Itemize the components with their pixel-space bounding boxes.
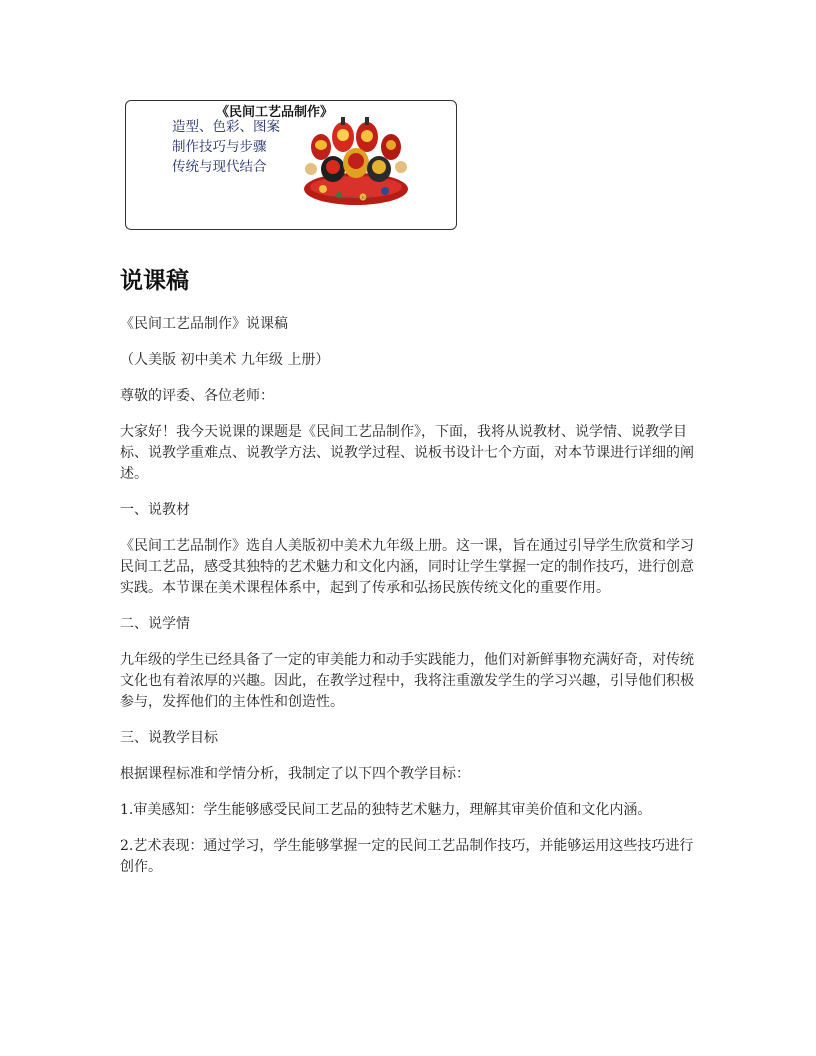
page-heading: 说课稿 bbox=[120, 268, 189, 294]
banner-topic-list bbox=[172, 117, 280, 177]
banner-topic-line: 造型、色彩、图案 bbox=[172, 119, 280, 135]
edition-line: （人美版 初中美术 九年级 上册） bbox=[120, 352, 330, 368]
document-body bbox=[120, 314, 700, 893]
section-heading-objectives: 三、说教学目标 bbox=[120, 730, 218, 746]
section-heading-students: 二、说学情 bbox=[120, 616, 190, 632]
greeting-paragraph: 尊敬的评委、各位老师： bbox=[120, 388, 274, 404]
banner-title: 《民间工艺品制作》 bbox=[216, 105, 334, 120]
intro-paragraph: 大家好！我今天说课的课题是《民间工艺品制作》，下面，我将从说教材、说学情、说教学目标、说教学重难点、说教学方法、说教学过程、说板书设计七个方面，对本节课进行详细的阐述。 bbox=[120, 424, 694, 482]
objectives-intro-paragraph: 根据课程标准和学情分析，我制定了以下四个教学目标： bbox=[120, 766, 470, 782]
banner-topic-line: 传统与现代结合 bbox=[172, 159, 267, 175]
banner-topic-line: 制作技巧与步骤 bbox=[172, 139, 267, 155]
objective-item: 1.审美感知：学生能够感受民间工艺品的独特艺术魅力，理解其审美价值和文化内涵。 bbox=[120, 802, 652, 818]
objective-item: 2.艺术表现：通过学习，学生能够掌握一定的民间工艺品制作技巧，并能够运用这些技巧进行创作。 bbox=[120, 838, 694, 875]
section-heading-textbook: 一、说教材 bbox=[120, 502, 190, 518]
folk-crafts-display-icon bbox=[303, 117, 409, 207]
students-paragraph: 九年级的学生已经具备了一定的审美能力和动手实践能力，他们对新鲜事物充满好奇，对传统文化也有着浓厚的兴趣。因此，在教学过程中，我将注重激发学生的学习兴趣，引导他们积极参与，发挥他们的主体性和创造性。 bbox=[120, 652, 694, 710]
banner-image-caption: 南京·民间·传统·艺术品鉴 bbox=[329, 195, 373, 200]
lesson-banner bbox=[125, 100, 457, 230]
textbook-paragraph: 《民间工艺品制作》选自人美版初中美术九年级上册。这一课，旨在通过引导学生欣赏和学习民间工艺品，感受其独特的艺术魅力和文化内涵，同时让学生掌握一定的制作技巧，进行创意实践。本节课在美术课程体系中，起到了传承和弘扬民族传统文化的重要作用。 bbox=[120, 538, 694, 596]
document-title-line: 《民间工艺品制作》说课稿 bbox=[120, 316, 288, 332]
